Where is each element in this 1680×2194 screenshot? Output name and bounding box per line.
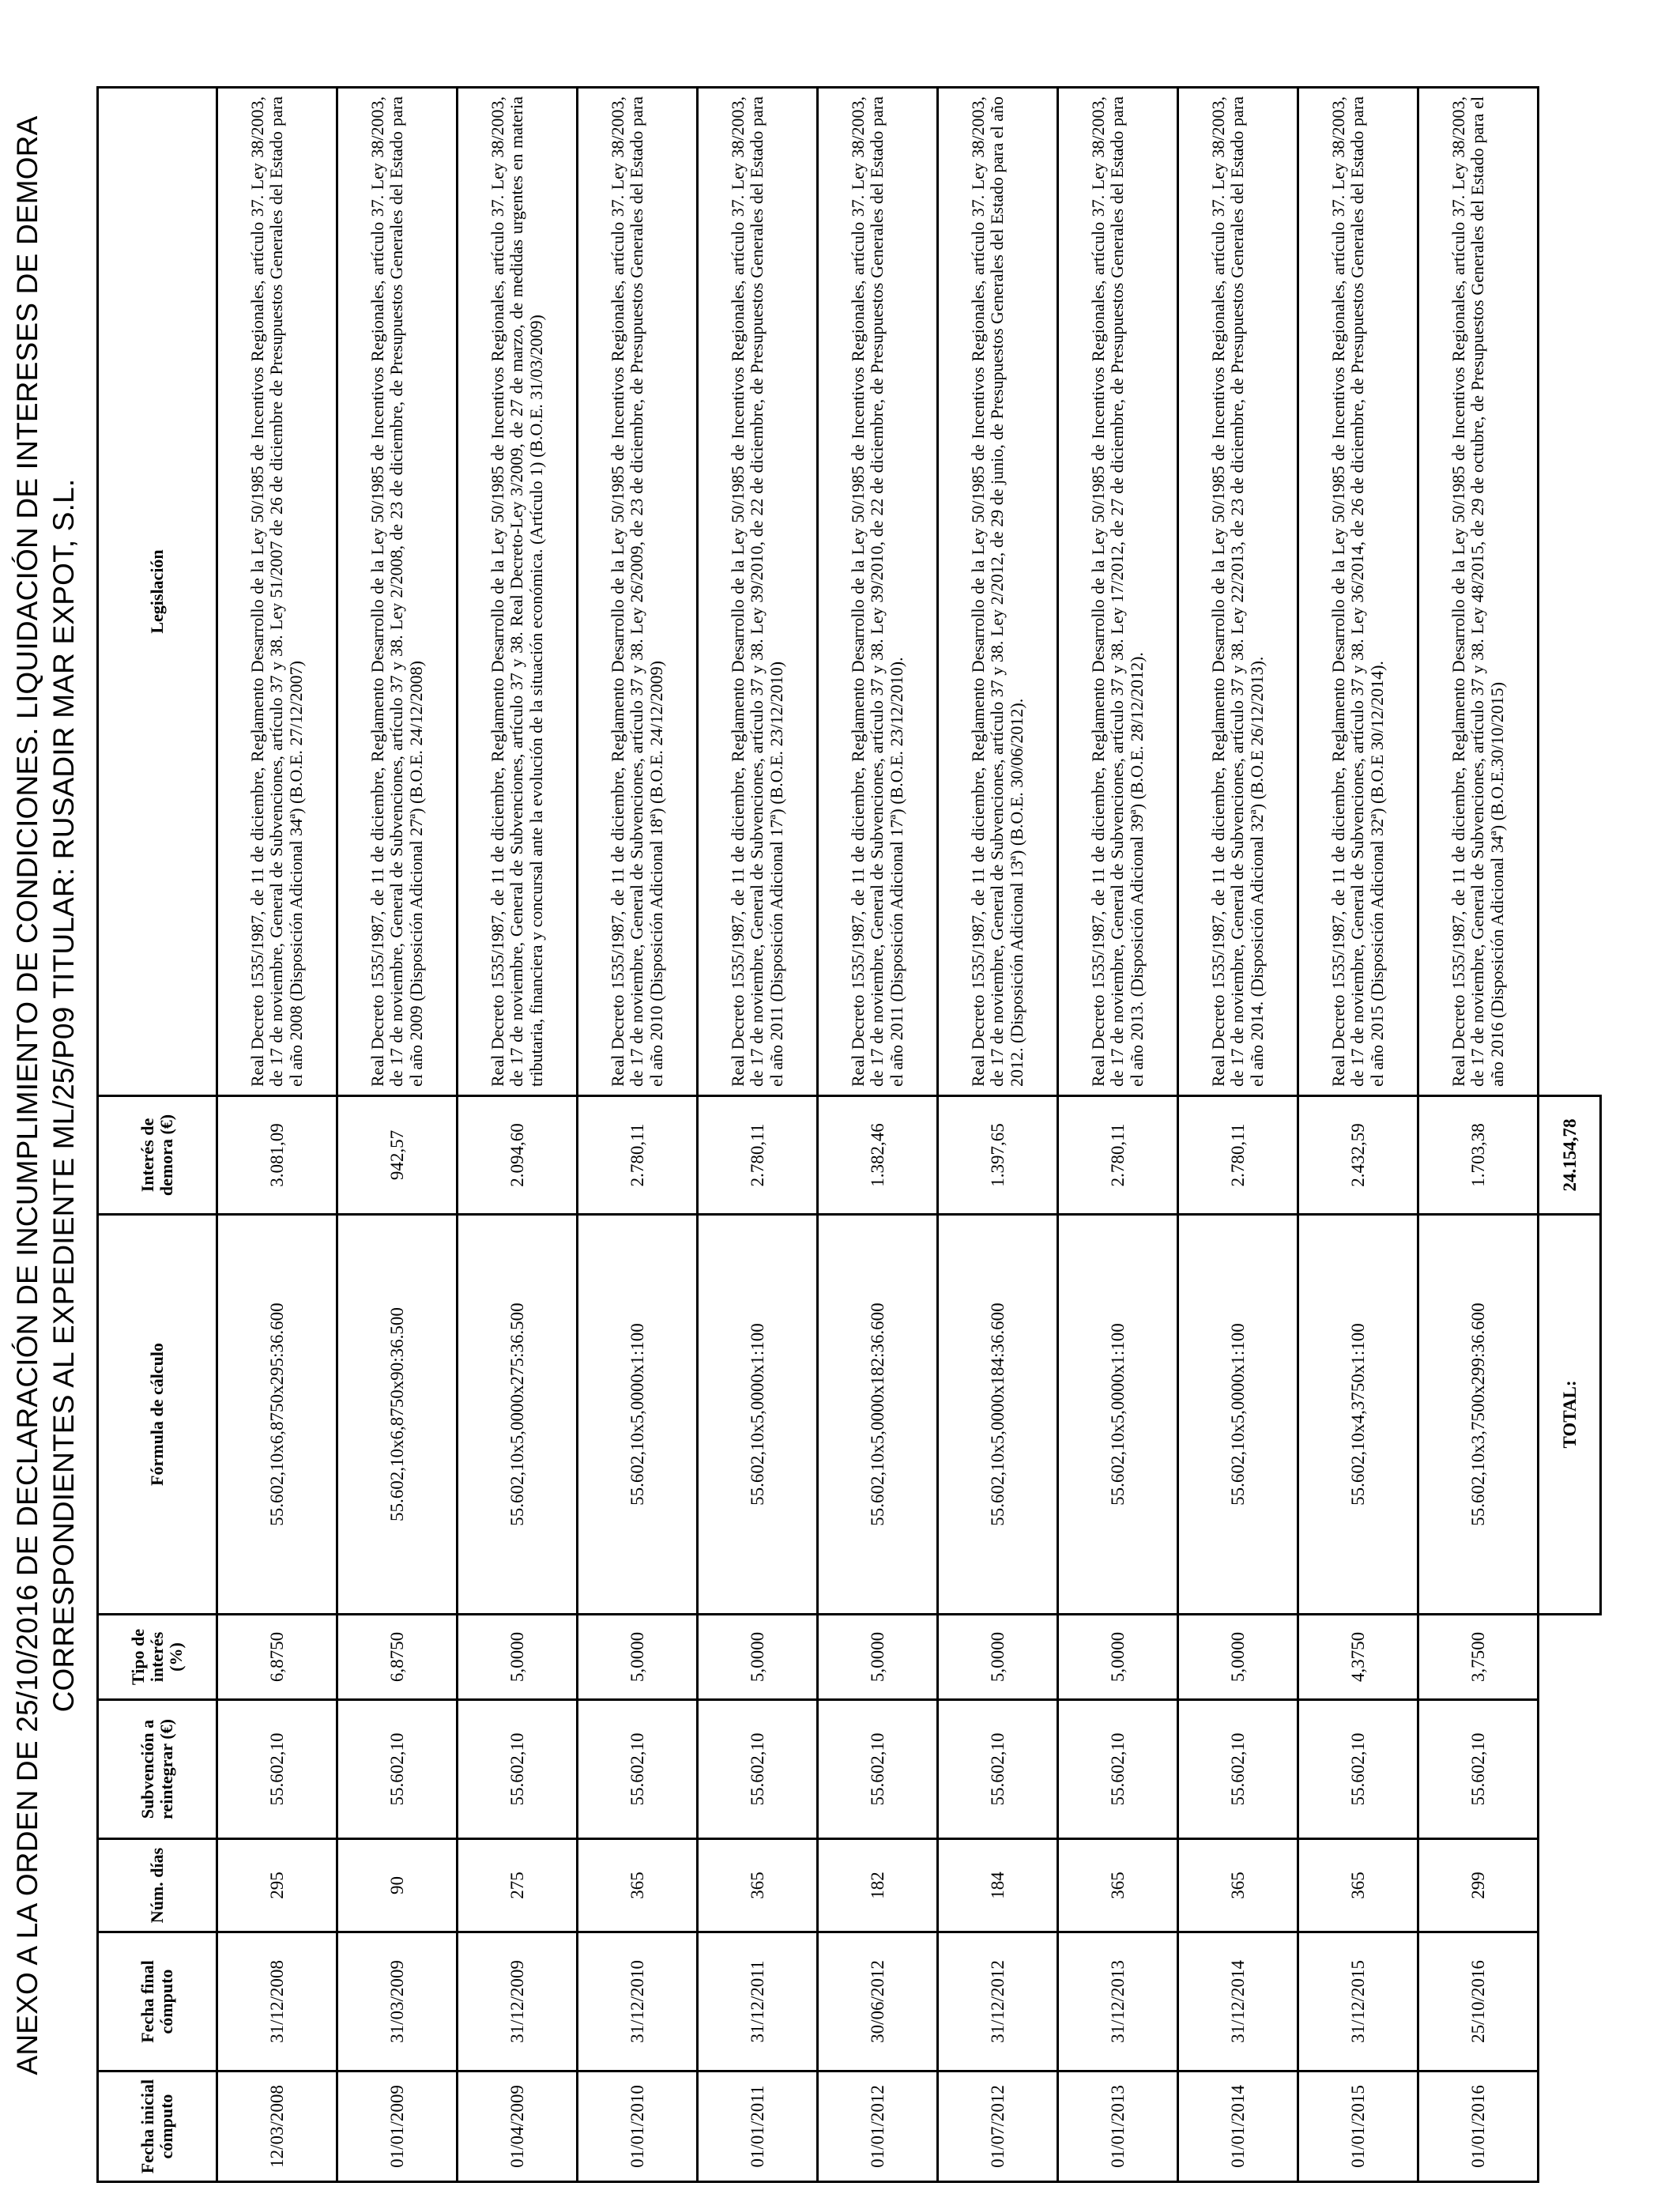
cell-dias: 365 bbox=[698, 1839, 818, 1932]
cell-fecha-final: 25/10/2016 bbox=[1418, 1932, 1539, 2071]
cell-fecha-inicial: 01/07/2012 bbox=[938, 2071, 1058, 2182]
cell-tipo: 3,7500 bbox=[1418, 1615, 1539, 1700]
cell-fecha-final: 31/12/2010 bbox=[578, 1932, 698, 2071]
cell-fecha-inicial: 01/04/2009 bbox=[458, 2071, 578, 2182]
cell-formula: 55.602,10x5,0000x1:100 bbox=[698, 1215, 818, 1615]
cell-fecha-final: 31/12/2011 bbox=[698, 1932, 818, 2071]
cell-subvencion: 55.602,10 bbox=[1298, 1700, 1418, 1839]
cell-formula: 55.602,10x5,0000x1:100 bbox=[578, 1215, 698, 1615]
cell-formula: 55.602,10x5,0000x275:36.500 bbox=[458, 1215, 578, 1615]
header-fecha-final: Fecha final cómputo bbox=[98, 1932, 217, 2071]
cell-dias: 365 bbox=[1058, 1839, 1178, 1932]
cell-fecha-final: 31/12/2008 bbox=[217, 1932, 337, 2071]
table-row bbox=[1418, 88, 1539, 2182]
cell-dias: 365 bbox=[1298, 1839, 1418, 1932]
cell-interes: 942,57 bbox=[337, 1096, 458, 1215]
cell-legislacion: Real Decreto 1535/1987, de 11 de diciembre, Reglamento Desarrollo de la Ley 50/1985 de Incentivos Regionales, artículo 37. Ley 38/2003, de 17 de noviembre, General de Subvenciones, artículo 37 y 38. Ley 26/2009, de 23 de diciembre, de Presupuestos Generales del Estado para el año 2010 (Disposición Adicional 18ª) (B.O.E. 24/12/2009) bbox=[578, 88, 698, 1096]
table-row bbox=[1178, 88, 1298, 2182]
cell-subvencion: 55.602,10 bbox=[818, 1700, 938, 1839]
cell-fecha-inicial: 01/01/2013 bbox=[1058, 2071, 1178, 2182]
cell-interes: 2.780,11 bbox=[578, 1096, 698, 1215]
cell-interes: 3.081,09 bbox=[217, 1096, 337, 1215]
cell-fecha-inicial: 01/01/2009 bbox=[337, 2071, 458, 2182]
cell-interes: 1.397,65 bbox=[938, 1096, 1058, 1215]
header-tipo-interes: Tipo de interés (%) bbox=[98, 1615, 217, 1700]
cell-dias: 182 bbox=[818, 1839, 938, 1932]
cell-subvencion: 55.602,10 bbox=[1418, 1700, 1539, 1839]
cell-fecha-final: 31/12/2015 bbox=[1298, 1932, 1418, 2071]
header-fecha-inicial: Fecha inicial cómputo bbox=[98, 2071, 217, 2182]
cell-legislacion: Real Decreto 1535/1987, de 11 de diciembre, Reglamento Desarrollo de la Ley 50/1985 de Incentivos Regionales, artículo 37. Ley 38/2003, de 17 de noviembre, General de Subvenciones, artículo 37 y 38. Ley 39/2010, de 22 de diciembre, de Presupuestos Generales del Estado para el año 2011 (Disposición Adicional 17ª) (B.O.E. 23/12/2010). bbox=[818, 88, 938, 1096]
cell-dias: 184 bbox=[938, 1839, 1058, 1932]
cell-subvencion: 55.602,10 bbox=[217, 1700, 337, 1839]
cell-tipo: 6,8750 bbox=[337, 1615, 458, 1700]
cell-formula: 55.602,10x5,0000x184:36.600 bbox=[938, 1215, 1058, 1615]
header-formula: Fórmula de cálculo bbox=[98, 1215, 217, 1615]
cell-interes: 2.094,60 bbox=[458, 1096, 578, 1215]
cell-fecha-inicial: 01/01/2012 bbox=[818, 2071, 938, 2182]
cell-dias: 90 bbox=[337, 1839, 458, 1932]
cell-legislacion: Real Decreto 1535/1987, de 11 de diciembre, Reglamento Desarrollo de la Ley 50/1985 de Incentivos Regionales, artículo 37. Ley 38/2003, de 17 de noviembre, General de Subvenciones, artículo 37 y 38. Ley 2/2012, de 29 de junio, de Presupuestos Generales del Estado para el año 2012. (Disposición Adicional 13ª) (B.O.E. 30/06/2012). bbox=[938, 88, 1058, 1096]
cell-tipo: 5,0000 bbox=[458, 1615, 578, 1700]
total-row-empty bbox=[1539, 88, 1601, 1096]
table-row bbox=[578, 88, 698, 2182]
cell-interes: 1.382,46 bbox=[818, 1096, 938, 1215]
cell-dias: 365 bbox=[578, 1839, 698, 1932]
header-legislacion: Legislación bbox=[98, 88, 217, 1096]
cell-legislacion: Real Decreto 1535/1987, de 11 de diciembre, Reglamento Desarrollo de la Ley 50/1985 de Incentivos Regionales, artículo 37. Ley 38/2003, de 17 de noviembre, General de Subvenciones, artículo 37 y 38. Ley 36/2014, de 26 de diciembre, de Presupuestos Generales del Estado para el año 2015 (Disposición Adicional 32ª) (B.O.E 30/12/2014). bbox=[1298, 88, 1418, 1096]
cell-legislacion: Real Decreto 1535/1987, de 11 de diciembre, Reglamento Desarrollo de la Ley 50/1985 de Incentivos Regionales, artículo 37. Ley 38/2003, de 17 de noviembre, General de Subvenciones, artículo 37 y 38. Ley 48/2015, de 29 de octubre, de Presupuestos Generales del Estado para el año 2016 (Disposición Adicional 34ª) (B.O.E.30/10/2015) bbox=[1418, 88, 1539, 1096]
cell-fecha-final: 31/12/2009 bbox=[458, 1932, 578, 2071]
cell-tipo: 5,0000 bbox=[938, 1615, 1058, 1700]
cell-legislacion: Real Decreto 1535/1987, de 11 de diciembre, Reglamento Desarrollo de la Ley 50/1985 de Incentivos Regionales, artículo 37. Ley 38/2003, de 17 de noviembre, General de Subvenciones, artículo 37 y 38. Ley 2/2008, de 23 de diciembre, de Presupuestos Generales del Estado para el año 2009 (Disposición Adicional 27ª) (B.O.E. 24/12/2008) bbox=[337, 88, 458, 1096]
cell-formula: 55.602,10x6,8750x295:36.600 bbox=[217, 1215, 337, 1615]
cell-fecha-inicial: 12/03/2008 bbox=[217, 2071, 337, 2182]
total-row bbox=[1539, 88, 1601, 2182]
total-value: 24.154,78 bbox=[1539, 1096, 1601, 1215]
interest-liquidation-table bbox=[96, 86, 1602, 2183]
cell-dias: 299 bbox=[1418, 1839, 1539, 1932]
header-subvencion: Subvención a reintegrar (€) bbox=[98, 1700, 217, 1839]
cell-tipo: 5,0000 bbox=[578, 1615, 698, 1700]
cell-formula: 55.602,10x5,0000x182:36.600 bbox=[818, 1215, 938, 1615]
cell-dias: 295 bbox=[217, 1839, 337, 1932]
title-line-1: ANEXO A LA ORDEN DE 25/10/2016 DE DECLARACIÓN DE INCUMPLIMIENTO DE CONDICIONES. LIQUIDACIÓN DE INTERESES DE DEMORA bbox=[11, 115, 43, 2075]
cell-subvencion: 55.602,10 bbox=[578, 1700, 698, 1839]
table-row bbox=[217, 88, 337, 2182]
cell-legislacion: Real Decreto 1535/1987, de 11 de diciembre, Reglamento Desarrollo de la Ley 50/1985 de Incentivos Regionales, artículo 37. Ley 38/2003, de 17 de noviembre, General de Subvenciones, artículo 37 y 38. Ley 51/2007 de 26 de diciembre de Presupuestos Generales del Estado para el año 2008 (Disposición Adicional 34ª) (B.O.E. 27/12/2007) bbox=[217, 88, 337, 1096]
cell-tipo: 5,0000 bbox=[1058, 1615, 1178, 1700]
cell-formula: 55.602,10x5,0000x1:100 bbox=[1178, 1215, 1298, 1615]
cell-tipo: 6,8750 bbox=[217, 1615, 337, 1700]
cell-fecha-inicial: 01/01/2010 bbox=[578, 2071, 698, 2182]
cell-legislacion: Real Decreto 1535/1987, de 11 de diciembre, Reglamento Desarrollo de la Ley 50/1985 de Incentivos Regionales, artículo 37. Ley 38/2003, de 17 de noviembre, General de Subvenciones, artículo 37 y 38. Real Decreto-Ley 3/2009, de 27 de marzo, de medidas urgentes en materia tributaria, financiera y concursal ante la evolución de la situación económica. (Artículo 1) (B.O.E. 31/03/2009) bbox=[458, 88, 578, 1096]
table-row bbox=[337, 88, 458, 2182]
document-title bbox=[9, 44, 82, 2147]
cell-interes: 1.703,38 bbox=[1418, 1096, 1539, 1215]
cell-dias: 365 bbox=[1178, 1839, 1298, 1932]
cell-tipo: 5,0000 bbox=[1178, 1615, 1298, 1700]
table-row bbox=[1058, 88, 1178, 2182]
table-row bbox=[698, 88, 818, 2182]
cell-interes: 2.780,11 bbox=[1058, 1096, 1178, 1215]
cell-interes: 2.780,11 bbox=[1178, 1096, 1298, 1215]
cell-fecha-final: 31/03/2009 bbox=[337, 1932, 458, 2071]
cell-interes: 2.432,59 bbox=[1298, 1096, 1418, 1215]
cell-subvencion: 55.602,10 bbox=[1058, 1700, 1178, 1839]
cell-fecha-inicial: 01/01/2011 bbox=[698, 2071, 818, 2182]
cell-legislacion: Real Decreto 1535/1987, de 11 de diciembre, Reglamento Desarrollo de la Ley 50/1985 de Incentivos Regionales, artículo 37. Ley 38/2003, de 17 de noviembre, General de Subvenciones, artículo 37 y 38. Ley 39/2010, de 22 de diciembre, de Presupuestos Generales del Estado para el año 2011 (Disposición Adicional 17ª) (B.O.E. 23/12/2010) bbox=[698, 88, 818, 1096]
table-row bbox=[938, 88, 1058, 2182]
cell-subvencion: 55.602,10 bbox=[458, 1700, 578, 1839]
cell-subvencion: 55.602,10 bbox=[938, 1700, 1058, 1839]
cell-legislacion: Real Decreto 1535/1987, de 11 de diciembre, Reglamento Desarrollo de la Ley 50/1985 de Incentivos Regionales, artículo 37. Ley 38/2003, de 17 de noviembre, General de Subvenciones, artículo 37 y 38. Ley 22/2013, de 23 de diciembre, de Presupuestos Generales del Estado para el año 2014. (Disposición Adicional 32ª) (B.O.E 26/12/2013). bbox=[1178, 88, 1298, 1096]
header-interes-demora: Interés de demora (€) bbox=[98, 1096, 217, 1215]
cell-formula: 55.602,10x5,0000x1:100 bbox=[1058, 1215, 1178, 1615]
title-line-2: CORRESPONDIENTES AL EXPEDIENTE ML/25/P09 TITULAR: RUSADIR MAR EXPOT, S.L. bbox=[47, 478, 80, 1713]
cell-fecha-inicial: 01/01/2015 bbox=[1298, 2071, 1418, 2182]
cell-fecha-final: 30/06/2012 bbox=[818, 1932, 938, 2071]
cell-legislacion: Real Decreto 1535/1987, de 11 de diciembre, Reglamento Desarrollo de la Ley 50/1985 de Incentivos Regionales, artículo 37. Ley 38/2003, de 17 de noviembre, General de Subvenciones, artículo 37 y 38. Ley 17/2012, de 27 de diciembre, de Presupuestos Generales del Estado para el año 2013. (Disposición Adicional 39ª) (B.O.E. 28/12/2012). bbox=[1058, 88, 1178, 1096]
header-num-dias: Núm. días bbox=[98, 1839, 217, 1932]
cell-fecha-inicial: 01/01/2014 bbox=[1178, 2071, 1298, 2182]
table-row bbox=[818, 88, 938, 2182]
cell-fecha-inicial: 01/01/2016 bbox=[1418, 2071, 1539, 2182]
cell-fecha-final: 31/12/2013 bbox=[1058, 1932, 1178, 2071]
cell-interes: 2.780,11 bbox=[698, 1096, 818, 1215]
cell-formula: 55.602,10x6,8750x90:36.500 bbox=[337, 1215, 458, 1615]
cell-tipo: 4,3750 bbox=[1298, 1615, 1418, 1700]
cell-tipo: 5,0000 bbox=[698, 1615, 818, 1700]
cell-subvencion: 55.602,10 bbox=[1178, 1700, 1298, 1839]
cell-fecha-final: 31/12/2014 bbox=[1178, 1932, 1298, 2071]
table-header-row bbox=[98, 88, 217, 2182]
cell-subvencion: 55.602,10 bbox=[698, 1700, 818, 1839]
cell-fecha-final: 31/12/2012 bbox=[938, 1932, 1058, 2071]
cell-subvencion: 55.602,10 bbox=[337, 1700, 458, 1839]
table-row bbox=[458, 88, 578, 2182]
cell-formula: 55.602,10x4,3750x1:100 bbox=[1298, 1215, 1418, 1615]
cell-formula: 55.602,10x3,7500x299:36.600 bbox=[1418, 1215, 1539, 1615]
cell-tipo: 5,0000 bbox=[818, 1615, 938, 1700]
cell-dias: 275 bbox=[458, 1839, 578, 1932]
total-label: TOTAL: bbox=[1539, 1215, 1601, 1615]
total-row-spacer bbox=[1539, 1615, 1601, 2182]
table-row bbox=[1298, 88, 1418, 2182]
